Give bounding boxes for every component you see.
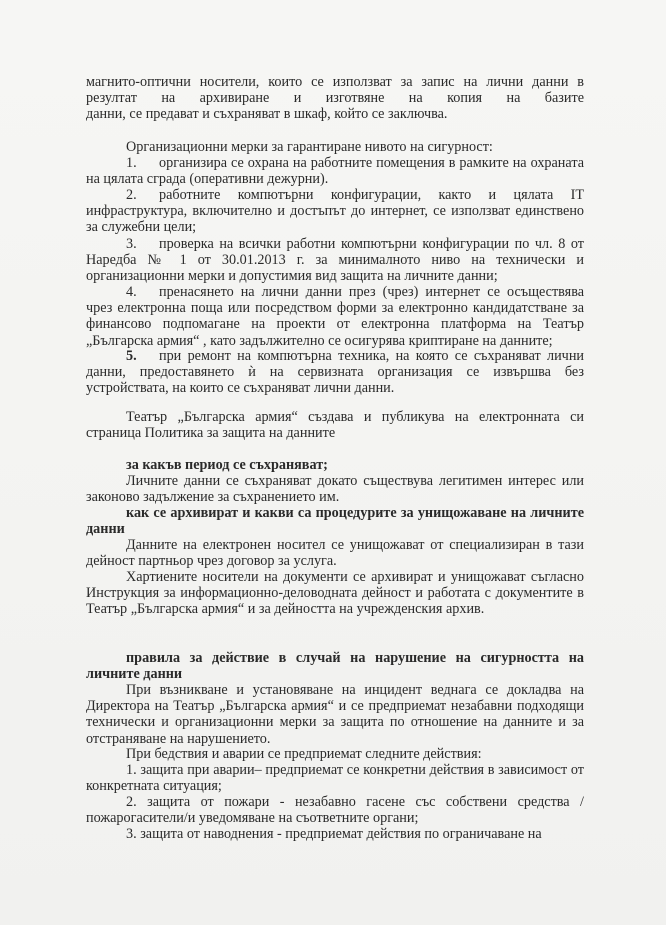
item-number: 5. xyxy=(126,348,137,364)
breach-heading: правила за действие в случай на нарушение на сигурността на личните данни xyxy=(86,650,584,683)
retention-text: Личните данни се съхраняват докато съществува легитимен интерес или законово задължение за съхранението им. xyxy=(86,473,584,506)
breach-action-1: 1. защита при аварии– предприемат се конкретни действия в зависимост от конкретната ситуация; xyxy=(86,762,584,795)
org-measure-item-3 xyxy=(86,236,584,285)
breach-action-3: 3. защита от наводнения - предприемат действия по ограничаване на xyxy=(126,826,542,842)
archive-text-2: Хартиените носители на документи се архивират и унищожават съгласно Инструкция за информационно-деловодната дейност и работата с документите в Театър „Българска армия“ и за дейността на учрежденския архив. xyxy=(86,569,584,618)
intro-line-2: резултат на архивиране и изготвяне на копия на базите xyxy=(86,90,584,107)
org-measure-item-5 xyxy=(86,348,584,397)
item-number: 4. xyxy=(126,284,137,300)
intro-line-1: магнито-оптични носители, които се използват за запис на лични данни в xyxy=(86,74,584,90)
breach-action-2: 2. защита от пожари - незабавно гасене със собствени средства /пожарогасители/и уведомяване на съответните органи; xyxy=(86,794,584,827)
item-number: 1. xyxy=(126,155,137,171)
item-number: 3. xyxy=(126,236,137,252)
archive-text-1: Данните на електронен носител се унищожават от специализиран в тази дейност партньор чрез договор за услуга. xyxy=(86,537,584,570)
theatre-policy-paragraph: Театър „Българска армия“ създава и публикува на електронната си страница Политика за защита на данните xyxy=(86,409,584,442)
breach-text-2: При бедствия и аварии се предприемат следните действия: xyxy=(126,746,482,762)
item-text: проверка на всички работни компютърни конфигурации по чл. 8 от Наредба № 1 от 30.01.2013 г. за минималното ниво на технически и организационни мерки и допустимия вид защита на личните данни; xyxy=(86,236,584,285)
archive-heading: как се архивират и какви са процедурите за унищожаване на личните данни xyxy=(86,505,584,538)
breach-text-1: При възникване и установяване на инцидент веднага се докладва на Директора на Театър „Българска армия“ и се предприемат незабавни подходящи технически и организационни мерки за защита по отношение на данните и за отстраняване на нарушението. xyxy=(86,682,584,747)
item-text: работните компютърни конфигурации, както и цялата IT инфраструктура, включително и достъпът до интернет, се използват единствено за служебни цели; xyxy=(86,187,584,236)
item-text: при ремонт на компютърна техника, на която се съхраняват лични данни, предоставянето ѝ на сервизната организация се извършва без устройствата, на които се съхраняват лични данни. xyxy=(86,348,584,397)
intro-line-3: данни, се предават и съхраняват в шкаф, който се заключва. xyxy=(86,106,448,123)
retention-heading: за какъв период се съхраняват; xyxy=(126,457,328,473)
item-number: 2. xyxy=(126,187,137,203)
org-measure-item-2 xyxy=(86,187,584,236)
org-measure-item-1 xyxy=(86,155,584,187)
item-text: организира се охрана на работните помещения в рамките на охраната на цялата сграда (оперативни дежурни). xyxy=(86,155,584,188)
org-measures-heading: Организационни мерки за гарантиране нивото на сигурност: xyxy=(126,139,493,155)
item-text: пренасянето на лични данни през (чрез) интернет се осъществява чрез електронна поща или посредством форми за електронно кандидатстване за финансово подпомагане на проекти от електронна платформа на Театър „Българска армия“ , като задължително се осигурява криптиране на данните; xyxy=(86,284,584,349)
intro-paragraph xyxy=(86,74,584,123)
org-measure-item-4 xyxy=(86,284,584,349)
